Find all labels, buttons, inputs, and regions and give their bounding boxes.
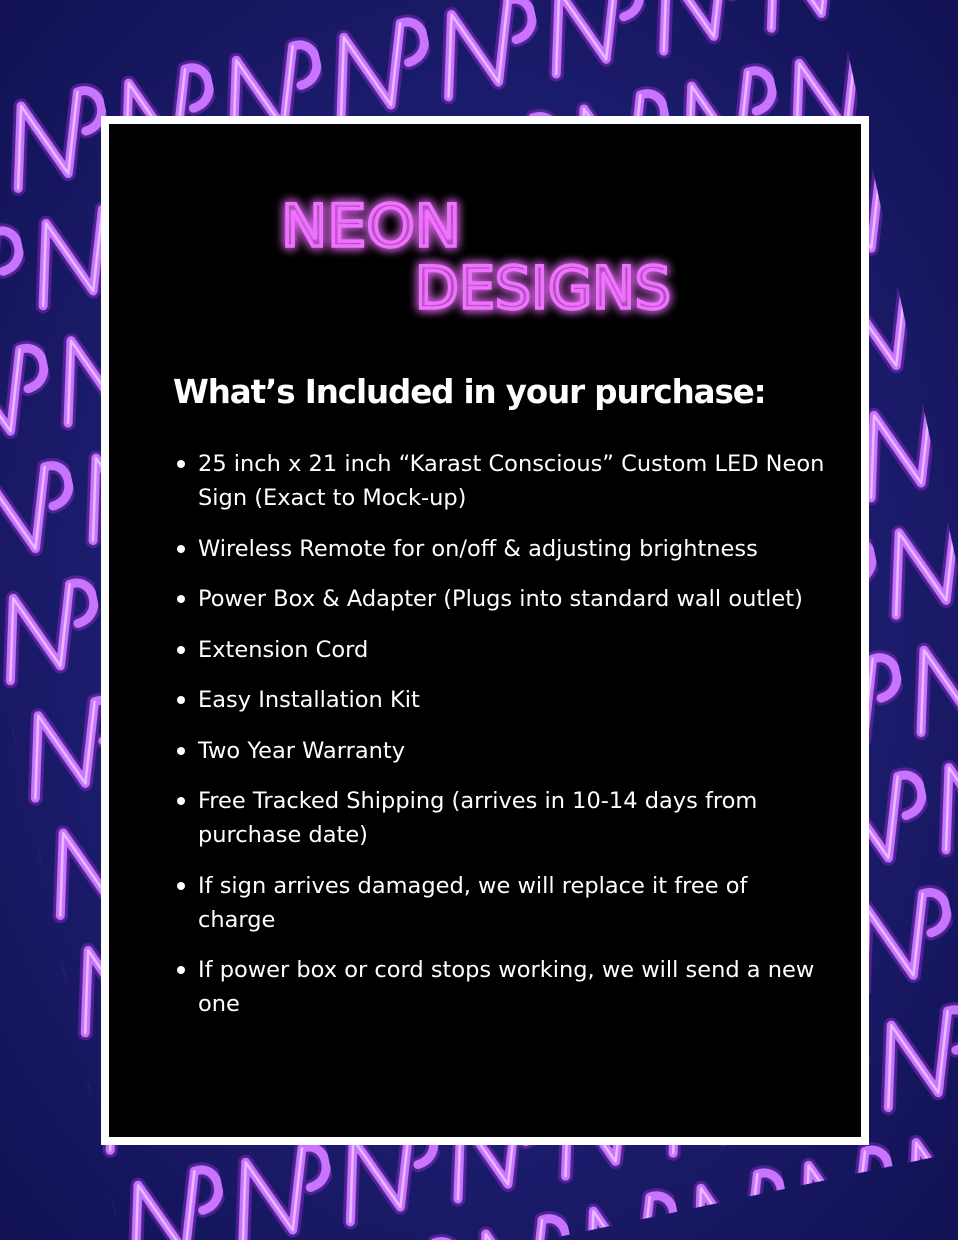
- list-item: [177, 582, 827, 616]
- list-item: [177, 447, 827, 515]
- list-item-text: Easy Installation Kit: [198, 687, 420, 713]
- list-item-text: Two Year Warranty: [198, 737, 406, 764]
- list-item-text: Free Tracked Shipping (arrives in 10-14 days from purchase date): [198, 788, 758, 848]
- content-panel: [109, 124, 861, 1137]
- list-item-text: Extension Cord: [198, 636, 369, 663]
- list-item: [177, 683, 827, 717]
- list-item: [177, 869, 827, 937]
- bullet-icon: [177, 747, 185, 755]
- bullet-icon: [177, 460, 185, 468]
- bullet-icon: [177, 646, 185, 654]
- bullet-icon: [177, 966, 185, 974]
- list-item-text: 25 inch x 21 inch “Karast Conscious” Custom LED Neon Sign (Exact to Mock-up): [198, 451, 825, 511]
- list-item-text: Power Box & Adapter (Plugs into standard wall outlet): [198, 586, 803, 612]
- page-heading: What’s Included in your purchase:: [173, 373, 766, 411]
- logo-word-neon: NEON: [281, 192, 461, 260]
- bullet-icon: [177, 545, 185, 553]
- list-item-text: If sign arrives damaged, we will replace it free of charge: [198, 872, 748, 933]
- list-item: [177, 734, 827, 768]
- neon-designs-logo: [109, 124, 861, 354]
- content-card: [101, 116, 869, 1145]
- list-item: [177, 532, 827, 566]
- list-item: [177, 784, 827, 852]
- list-item: [177, 953, 827, 1021]
- list-item-text: If power box or cord stops working, we will send a new one: [198, 957, 815, 1017]
- bullet-icon: [177, 797, 185, 805]
- bullet-icon: [177, 595, 185, 603]
- included-items-list: [177, 447, 827, 1038]
- logo-word-designs: DESIGNS: [415, 254, 671, 322]
- list-item: [177, 633, 827, 667]
- bullet-icon: [177, 882, 185, 890]
- list-item-text: Wireless Remote for on/off & adjusting brightness: [198, 535, 758, 562]
- bullet-icon: [177, 696, 185, 704]
